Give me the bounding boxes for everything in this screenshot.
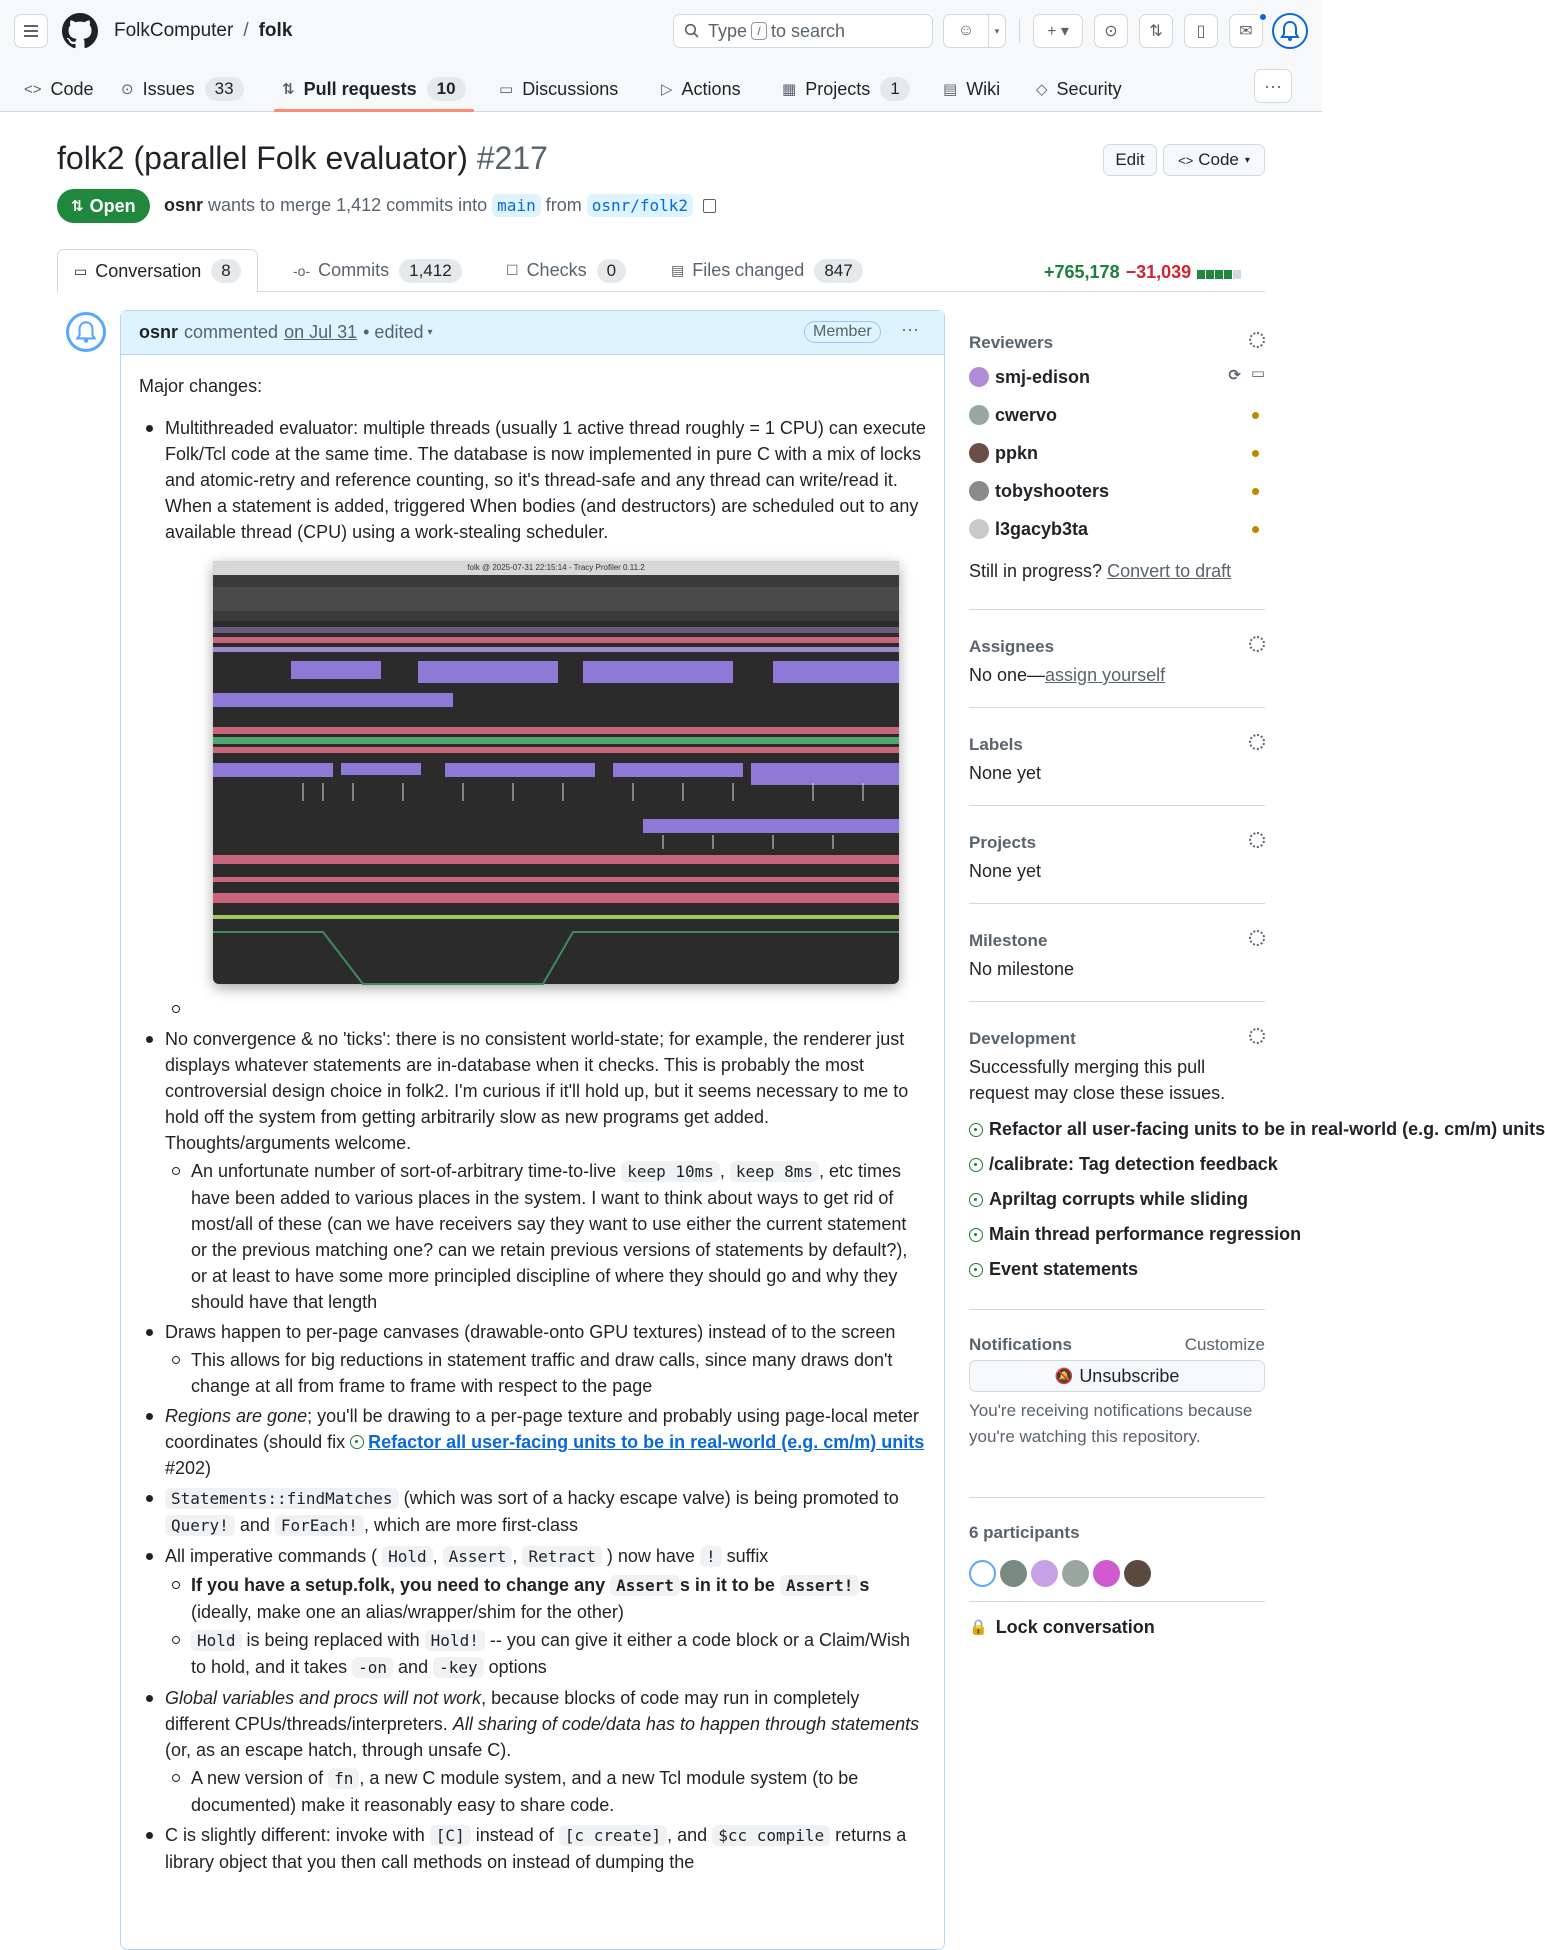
draft-prompt [969,558,1265,584]
tab-discussions[interactable] [499,66,618,112]
gear-icon[interactable] [1249,734,1265,750]
avatar[interactable] [1124,1560,1151,1587]
section-title: Development [969,1029,1076,1048]
inline-code: ! [700,1546,722,1567]
nested-list [165,1158,926,1315]
lock-conversation-button[interactable] [969,1602,1265,1652]
git-pull-request-icon: ⇅ [1149,23,1163,40]
section-title: Milestone [969,931,1048,950]
nested-list [165,1765,926,1818]
hamburger-icon [24,30,38,32]
header-divider [1019,19,1020,43]
section-title: Assignees [969,637,1055,656]
text: This allows for big reductions in statement traffic and draw calls, since many draws don't change at all from frame to frame with respect to the page [191,1350,893,1396]
chevron-down-icon: ▾ [1244,154,1250,166]
list-item [165,1765,926,1818]
breadcrumb-separator: / [243,20,249,41]
text: s [859,1575,870,1595]
tab-issues[interactable] [121,66,244,112]
avatar[interactable] [1062,1560,1089,1587]
customize-link[interactable]: Customize [1184,1335,1265,1354]
code-label: Code [1198,150,1239,169]
text: An unfortunate number of sort-of-arbitrary time-to-live [191,1161,617,1181]
pending-review-dot [1252,450,1259,457]
comment-action: commented [184,322,279,342]
inline-code: Assert [610,1575,680,1596]
menu-button[interactable] [14,14,48,48]
repo-link[interactable]: folk [258,20,293,41]
linked-issue-title: Apriltag corrupts while sliding [989,1189,1249,1209]
tab-pull-requests[interactable] [282,66,466,112]
tab-label: Code [50,78,94,99]
list-item-text: Multithreaded evaluator: multiple threads (usually 1 active thread roughly = 1 CPU) can execute Folk/Tcl code at the same time. The database is now implemented in pure C with a mix of locks and atomic-retry and reference counting, so it's thread-safe and any thread can write/read it. When a statement is added, triggered When bodies (and destructors) are scheduled out to any available thread (CPU) using a work-stealing scheduler. [165,418,926,542]
avatar [969,367,989,387]
tab-projects[interactable] [782,66,910,112]
inline-code: fn [328,1768,359,1789]
search-suffix: to search [771,20,846,41]
copy-icon[interactable] [703,199,716,213]
author-role-badge: Member [804,321,881,343]
reviewer-name: l3gacyb3ta [995,518,1089,539]
empty-list-item [165,996,926,1022]
comment-intro: Major changes: [139,376,263,396]
header-row [0,0,1322,62]
tab-label: Commits [318,260,390,280]
pr-meta [164,195,716,216]
tab-code[interactable] [24,66,94,112]
plus-icon: + ▾ [1047,23,1069,40]
linked-issue[interactable] [969,1217,1302,1252]
assignees-section [969,610,1265,708]
inline-code: -on [352,1657,393,1678]
avatar [969,405,989,425]
search-shortcut-key: / [751,22,767,40]
search-icon [684,23,700,39]
inline-code: Retract [522,1546,601,1567]
tracy-profiler-screenshot[interactable] [213,561,899,984]
text: ) now have [606,1546,695,1566]
issue-link[interactable]: Refactor all user-facing units to be in real-world (e.g. cm/m) units [368,1432,925,1452]
tab-count: 847 [814,259,862,283]
notifications-section [969,1310,1265,1498]
list-item [139,415,926,1022]
avatar [969,519,989,539]
emphasis: All sharing of code/data has to happen through statements [452,1714,920,1734]
pr-description-comment [120,310,945,1950]
comment-options-icon[interactable]: ··· [901,319,919,339]
text: is being replaced with [246,1630,420,1650]
list-item [139,1685,926,1818]
reviewer-name: cwervo [995,404,1058,425]
comment-header [121,311,944,355]
labels-section [969,708,1265,806]
gear-icon[interactable] [1249,636,1265,652]
comment-icon[interactable]: ▭ [1250,365,1265,382]
shield-icon: ◇ [1036,81,1048,98]
linked-issue[interactable] [969,1182,1265,1217]
inline-code: Hold! [425,1630,485,1651]
reviewer-item[interactable] [969,358,1265,396]
section-title: Reviewers [969,333,1054,352]
list-item-text: No convergence & no 'ticks': there is no consistent world-state; for example, the renderer just displays whatever statements are in-database when it checks. This is probably the most controversial design choice in folk2. I'm curious if it'll hold up, but it seems necessary to me to hold off the system from getting arbitrarily slow as new programs get added. Thoughts/arguments welcome. [165,1029,909,1153]
avatar[interactable] [1000,1560,1027,1587]
linked-issue[interactable] [969,1252,1265,1287]
chevron-down-icon: ▾ [427,327,433,338]
projects-section [969,806,1265,904]
search-input[interactable] [673,14,933,48]
list-item: All imperative commands ( Hold , Assert , Retract ) now have ! suffix If you have a setup.folk, you need to change any Assert s in it to be Assert! s (ideally, make one an alias/wrapper/shim for the other) Hold is being replaced with Hold! -- you can give it either a code block or a Claim/Wish to hold, and it takes -on and -key options [139,1543,926,1681]
text: and [398,1657,429,1677]
list-item [139,1319,926,1399]
reviewers-list [969,358,1265,548]
inbox-icon: ✉ [1239,23,1253,40]
emphasis: Global variables and procs will not work [165,1688,482,1708]
profiler-timeline-graphic [213,587,899,984]
tab-security[interactable] [1036,66,1122,112]
gear-icon[interactable] [1249,1028,1265,1044]
list-item-text: Draws happen to per-page canvases (drawable-onto GPU textures) instead of to the screen [165,1322,896,1342]
create-new-button[interactable] [1033,14,1083,48]
tab-count: 1 [880,77,909,101]
tab-checks[interactable] [506,249,626,292]
search-prefix: Type [708,20,748,41]
inline-code: -key [433,1657,484,1678]
tab-label: Files changed [692,260,805,280]
from-text: from [545,195,582,215]
text: If you have a setup.folk, you need to change any [191,1575,606,1595]
sync-icon[interactable]: ⟳ [1228,367,1241,384]
avatar[interactable] [1031,1560,1058,1587]
tab-label: Pull requests [303,78,417,99]
text: (or, as an escape hatch, through unsafe C). [165,1740,512,1760]
gear-icon[interactable] [1249,930,1265,946]
list-item [139,1822,926,1875]
text: (which was sort of a hacky escape valve) is being promoted to [403,1488,899,1508]
list-item [165,1347,926,1399]
text: , and [667,1825,708,1845]
issue-opened-icon [969,1263,983,1277]
text: A new version of [191,1768,324,1788]
base-branch[interactable]: main [492,194,541,217]
text: C is slightly different: invoke with [165,1825,425,1845]
inline-code: keep 8ms [730,1161,819,1182]
comment-discussion-icon: ▭ [499,81,514,98]
list-item [165,1627,926,1681]
file-diff-icon: ▤ [671,262,685,278]
comment-author-avatar[interactable] [66,312,106,352]
text: instead of [475,1825,554,1845]
milestone-value: No milestone [969,959,1075,979]
copilot-dropdown[interactable] [988,14,1006,48]
emphasis: Regions are gone [165,1406,308,1426]
list-item [139,1026,926,1315]
comment-author-link[interactable]: osnr [139,322,179,342]
labels-value: None yet [969,763,1042,783]
tab-label: Discussions [522,78,619,99]
development-text: Successfully merging this pull request may close these issues. [969,1057,1226,1103]
gear-icon[interactable] [1249,332,1265,348]
inline-code: [c create] [559,1825,667,1846]
lock-icon: 🔒 [969,1619,988,1636]
screenshot-toolbar [213,575,899,587]
projects-value: None yet [969,861,1042,881]
text: Still in progress? [969,561,1103,581]
notification-indicator [1258,12,1268,22]
unsubscribe-button[interactable] [969,1360,1265,1392]
tab-wiki[interactable] [943,66,1000,112]
more-tabs-button[interactable] [1254,69,1292,103]
tab-label: Conversation [95,260,202,281]
section-title: Projects [969,833,1037,852]
text: No one— [969,665,1046,685]
issue-opened-icon [969,1228,983,1242]
copilot-icon: ☺ [957,22,975,39]
tab-commits[interactable] [293,249,462,292]
book-icon: ▤ [943,81,958,98]
pending-review-dot [1252,526,1259,533]
pending-review-dot [1252,488,1259,495]
issue-opened-icon [969,1123,983,1137]
text: -- you can give it either a code block or a Claim/Wish to hold, and it takes [191,1630,911,1677]
linked-issue[interactable] [969,1147,1278,1182]
pr-title-text: folk2 (parallel Folk evaluator) [57,140,468,176]
list-item [165,1572,926,1625]
inline-code: Query! [165,1515,235,1536]
tab-count: 8 [211,259,240,283]
table-icon: ▦ [782,81,797,98]
issue-opened-icon [969,1193,983,1207]
deletions-count: −31,039 [1125,262,1192,282]
text: and [239,1515,270,1535]
chevron-down-icon: ▾ [994,25,1000,36]
list-item [139,1485,926,1539]
comment-date-link[interactable]: on Jul 31 [284,322,358,342]
section-title: Labels [969,735,1023,754]
linked-issue-title: Refactor all user-facing units to be in real-world (e.g. cm/m) units [989,1119,1545,1139]
reviewer-name: ppkn [995,442,1038,463]
pr-sidebar [969,312,1545,1652]
git-commit-icon: -o- [293,262,311,279]
inline-code: ForEach! [275,1515,364,1536]
tab-count: 10 [427,77,466,101]
merge-text: wants to merge 1,412 commits into [208,195,488,215]
reviewer-item[interactable] [969,510,1265,548]
linked-issue-title: Event statements [989,1259,1139,1279]
participants-avatars [969,1560,1265,1587]
issues-button[interactable] [1094,14,1128,48]
global-header [0,0,1322,112]
avatar-bell-icon [72,318,100,346]
additions-count: +765,178 [1044,262,1120,282]
tab-label: Actions [681,78,741,99]
tab-files-changed[interactable] [671,249,863,292]
text: All imperative commands ( [165,1546,378,1566]
avatar-bell-icon [1277,18,1303,44]
avatar[interactable] [1093,1560,1120,1587]
text: (ideally, make one an alias/wrapper/shim for the other) [191,1602,624,1622]
kebab-horizontal-icon: ··· [1264,75,1282,96]
issue-opened-icon [969,1158,983,1172]
reviewers-section [969,312,1265,610]
comment-discussion-icon: ▭ [74,262,88,279]
code-dropdown-button[interactable] [1163,144,1265,176]
reviewer-name: smj-edison [995,366,1091,387]
avatar[interactable] [969,1560,996,1587]
pull-requests-button[interactable] [1139,14,1173,48]
text: ) [205,1458,212,1478]
repositories-button[interactable] [1184,14,1218,48]
notification-reason: You're receiving notifications because you're watching this repository. [969,1401,1253,1446]
assignees-value [969,662,1265,688]
github-logo-icon[interactable] [62,13,98,49]
repo-icon: ▯ [1196,23,1206,40]
tab-conversation[interactable] [57,249,258,293]
tab-label: Wiki [966,78,1001,99]
tab-label: Security [1056,78,1122,99]
section-title: 6 participants [969,1523,1080,1542]
head-branch[interactable]: osnr/folk2 [587,194,693,217]
text: , which are more first-class [363,1515,578,1535]
play-icon: ▷ [661,81,673,98]
nested-list [165,996,926,1022]
pending-review-dot [1252,412,1259,419]
tab-label: Checks [526,260,587,280]
development-section [969,1002,1545,1310]
tab-count: 33 [205,77,244,101]
tab-count: 1,412 [399,259,462,283]
code-icon: <> [1178,152,1194,168]
inline-code: keep 10ms [621,1161,720,1182]
git-pull-request-icon: ⇅ [282,81,295,98]
reviewer-item[interactable] [969,396,1265,434]
tab-label: Projects [805,78,871,99]
diff-stat [1044,262,1242,284]
inline-code: [C] [430,1825,471,1846]
list-item [139,1403,926,1481]
text: ; you'll be drawing to a per-page texture and probably using page-local meter coordinates (should fix [165,1406,919,1452]
bell-slash-icon: 🔕 [1054,1368,1074,1385]
pr-number: #217 [476,140,548,176]
nested-list [165,1572,926,1681]
unsubscribe-label: Unsubscribe [1079,1365,1180,1386]
issue-opened-icon: ⊙ [1104,23,1118,40]
inline-code: $cc compile [712,1825,830,1846]
inline-code: Assert! [780,1575,859,1596]
status-badge [57,189,150,223]
diffstat-bars [1197,263,1242,284]
nested-list [165,1347,926,1399]
screenshot-title: folk @ 2025-07-31 22:15:14 - Tracy Profiler 0.11.2 [213,561,899,575]
code-icon: <> [24,80,42,98]
list-item: An unfortunate number of sort-of-arbitrary time-to-live keep 10ms , keep 8ms , etc times have been added to various places in the system. I want to think about ways to get rid of most/all of these (can we have receivers say they want to use either the current statement or the previous matching one? can we retain previous versions of statements by default?), or at least to have some more principled discipline of where they should go and why they should have that length [165,1158,926,1315]
linked-issue-title: Main thread performance regression [989,1224,1302,1244]
avatar [969,481,989,501]
comment-body [121,355,944,1875]
inline-code: Hold [191,1630,242,1651]
inline-code: Assert [443,1546,513,1567]
reviewer-item[interactable] [969,472,1265,510]
text: , etc times have been added to various places in the system. I want to think about ways to get rid of most/all of these (can we have receivers say they want to use either the current statement or the previous matching one? can we retain previous versions of statements by default?), or at least to have some more principled discipline of where they should go and why they should have that length [191,1161,908,1312]
assign-yourself-link[interactable]: assign yourself [1045,665,1166,685]
issue-opened-icon [350,1435,364,1449]
text: options [488,1657,547,1677]
text: suffix [726,1546,769,1566]
tab-actions[interactable] [661,66,741,112]
edited-dropdown[interactable]: • edited [363,322,424,342]
issue-opened-icon: ⊙ [121,81,134,98]
text: , a new C module system, and a new Tcl module system (to be documented) make it reasonably easy to share code. [191,1768,859,1815]
copilot-button[interactable] [943,14,989,48]
linked-issue-title: /calibrate: Tag detection feedback [989,1154,1278,1174]
convert-to-draft-link[interactable]: Convert to draft [1107,561,1232,581]
section-title: Notifications [969,1335,1072,1354]
changes-list [139,415,926,1875]
page-title [57,140,548,177]
linked-issue[interactable] [969,1112,1545,1147]
reviewer-name: tobyshooters [995,480,1110,501]
pr-author-link[interactable]: osnr [164,195,204,215]
avatar [969,443,989,463]
status-label: Open [89,195,136,216]
text: , because blocks of code may run in completely different CPUs/threads/interpreters. [165,1688,860,1734]
issue-number[interactable]: #202 [165,1458,206,1478]
breadcrumb [114,20,292,42]
tab-count: 0 [597,259,626,283]
git-pull-request-icon: ⇅ [71,198,84,215]
user-avatar[interactable] [1272,13,1308,49]
repo-nav [0,66,1322,112]
participants-section [969,1498,1265,1602]
reviewer-item[interactable] [969,434,1265,472]
inline-code: Statements::findMatches [165,1488,399,1509]
inline-code: Hold [382,1546,433,1567]
gear-icon[interactable] [1249,832,1265,848]
text: s in it to be [679,1575,775,1595]
text: returns a library object that you then call methods on instead of dumping the [165,1825,907,1872]
milestone-section [969,904,1265,1002]
owner-link[interactable]: FolkComputer [114,20,234,41]
checklist-icon: ☐ [506,262,519,278]
tab-label: Issues [142,78,195,99]
lock-label: Lock conversation [995,1616,1155,1637]
edit-title-button[interactable]: Edit [1103,144,1157,176]
